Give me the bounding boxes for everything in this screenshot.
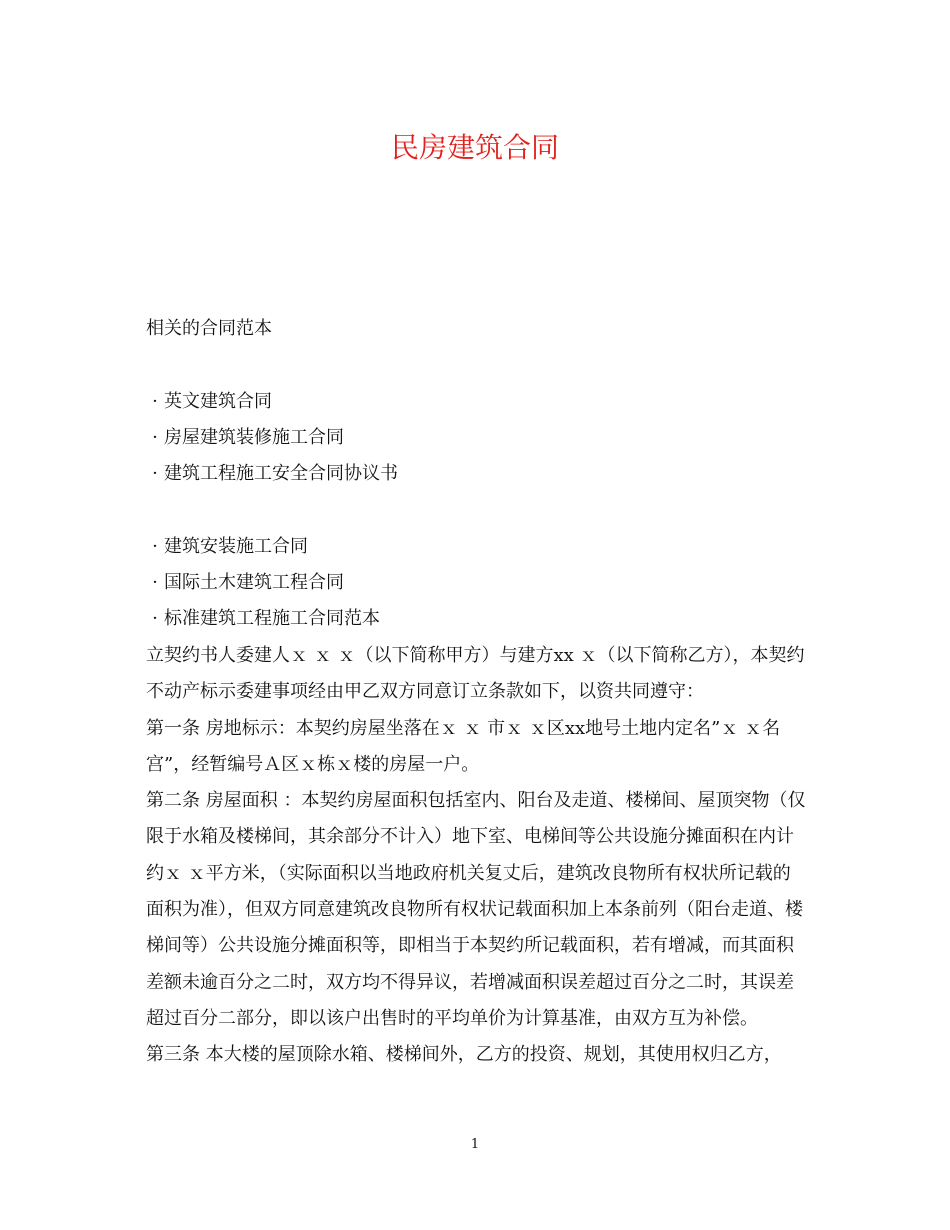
- contract-preamble: 立契约书人委建人ｘ ｘ ｘ（以下简称甲方）与建方xx ｘ（以下简称乙方），本契约不动产标示委建事项经由甲乙双方同意订立条款如下，以资共同遵守：: [146, 645, 805, 703]
- contract-article-1: 第一条 房地标示：本契约房屋坐落在ｘ ｘ 市ｘ ｘ区xx地号土地内定名”ｘ ｘ名宫”，经暂编号Ａ区ｘ栋ｘ楼的房屋一户。: [146, 717, 781, 775]
- related-contract-label: 标准建筑工程施工合同范本: [164, 608, 380, 629]
- related-contract-label: 国际土木建筑工程合同: [164, 572, 344, 593]
- related-contract-link[interactable]: [146, 456, 398, 492]
- related-contract-link[interactable]: [146, 601, 380, 637]
- bullet-icon: ·: [152, 391, 158, 412]
- related-contract-link[interactable]: [146, 565, 380, 601]
- contract-text: [146, 638, 806, 1074]
- bullet-icon: ·: [152, 572, 158, 593]
- related-contracts-heading: 相关的合同范本: [146, 318, 272, 339]
- related-contract-link[interactable]: [146, 529, 380, 565]
- related-contract-label: 建筑工程施工安全合同协议书: [164, 463, 398, 484]
- page-number: 1: [470, 1137, 480, 1152]
- related-contract-label: 房屋建筑装修施工合同: [164, 427, 344, 448]
- related-contract-label: 英文建筑合同: [164, 391, 272, 412]
- contract-article-3: 第三条 本大楼的屋顶除水箱、楼梯间外，乙方的投资、规划，其使用权归乙方，: [146, 1044, 782, 1066]
- bullet-icon: ·: [152, 608, 158, 629]
- related-contracts-list-a: [146, 384, 398, 492]
- bullet-icon: ·: [152, 463, 158, 484]
- related-contract-link[interactable]: [146, 420, 398, 456]
- contract-article-2: 第二条 房屋面积 ：本契约房屋面积包括室内、阳台及走道、楼梯间、屋顶突物（仅限于水箱及楼梯间，其余部分不计入）地下室、电梯间等公共设施分摊面积在内计约ｘ ｘ平方米，（实际面积以当地政府机关复丈后，建筑改良物所有权状所记载的面积为准），但双方同意建筑改良物所有权状记载面积加上本条前列（阳台走道、楼梯间等）公共设施分摊面积等，即相当于本契约所记载面积，若有增减，而其面积差额未逾百分之二时，双方均不得异议，若增减面积误差超过百分之二时，其误差超过百分二部分，即以该户出售时的平均单价为计算基准，由双方互为补偿。: [146, 790, 806, 1029]
- bullet-icon: ·: [152, 427, 158, 448]
- related-contracts-list-b: [146, 529, 380, 637]
- related-contract-link[interactable]: [146, 384, 398, 420]
- bullet-icon: ·: [152, 536, 158, 557]
- page-title: 民房建筑合同: [390, 131, 559, 164]
- related-contract-label: 建筑安装施工合同: [164, 536, 308, 557]
